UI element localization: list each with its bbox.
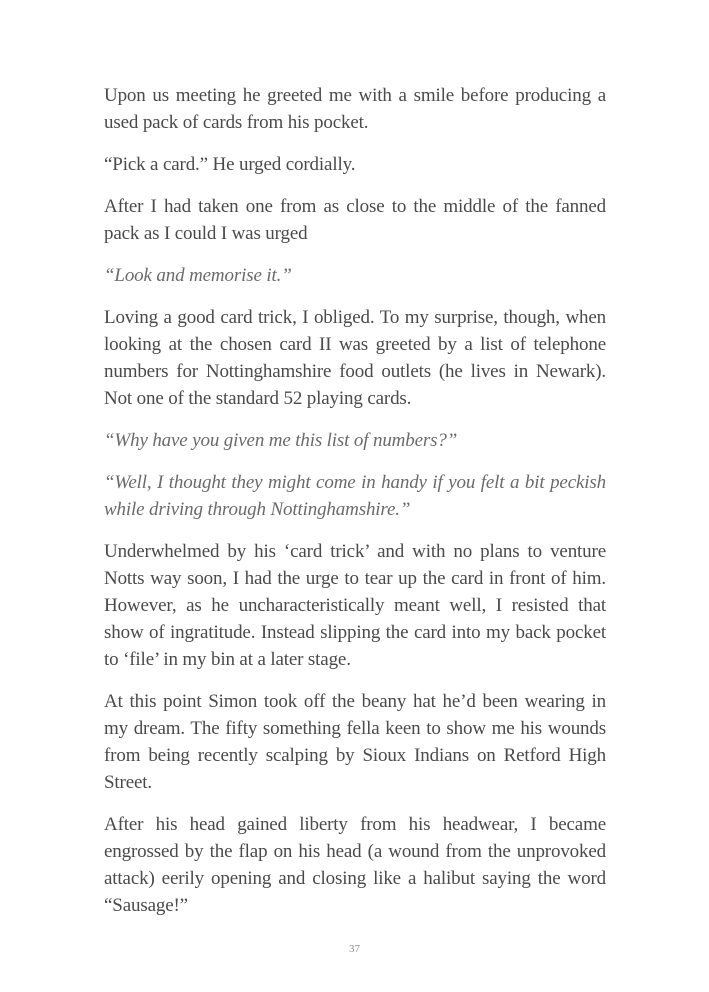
- quote-memorise: “Look and memorise it.”: [104, 265, 292, 286]
- paragraph-fanned-pack: After I had taken one from as close to the middle of the fanned pack as I could I was urged: [104, 196, 606, 244]
- page-number: 37: [349, 943, 360, 955]
- paragraph-beany-hat: At this point Simon took off the beany hat he’d been wearing in my dream. The fifty something fella keen to show me his wounds from being recently scalping by Sioux Indians on Retford High Street.: [104, 691, 606, 793]
- paragraph-underwhelmed: Underwhelmed by his ‘card trick’ and with no plans to venture Notts way soon, I had the urge to tear up the card in front of him. However, as he uncharacteristically meant well, I resisted that show of ingratitude. Instead slipping the card into my back pocket to ‘file’ in my bin at a later stage.: [104, 541, 606, 670]
- paragraph-greeting: Upon us meeting he greeted me with a smile before producing a used pack of cards from his pocket.: [104, 85, 606, 133]
- paragraph-headwear: After his head gained liberty from his headwear, I became engrossed by the flap on his head (a wound from the unprovoked attack) eerily opening and closing like a halibut saying the word “Sausage!”: [104, 814, 606, 916]
- paragraph-card-trick: Loving a good card trick, I obliged. To my surprise, though, when looking at the chosen card II was greeted by a list of telephone numbers for Nottinghamshire food outlets (he lives in Newark). Not one of the standard 52 playing cards.: [104, 307, 606, 409]
- quote-list-of-numbers: “Why have you given me this list of numbers?”: [104, 430, 458, 451]
- page-body: [104, 82, 606, 934]
- quote-come-in-handy: “Well, I thought they might come in handy if you felt a bit peckish while driving through Nottinghamshire.”: [104, 472, 606, 520]
- paragraph-pick-a-card: “Pick a card.” He urged cordially.: [104, 154, 356, 175]
